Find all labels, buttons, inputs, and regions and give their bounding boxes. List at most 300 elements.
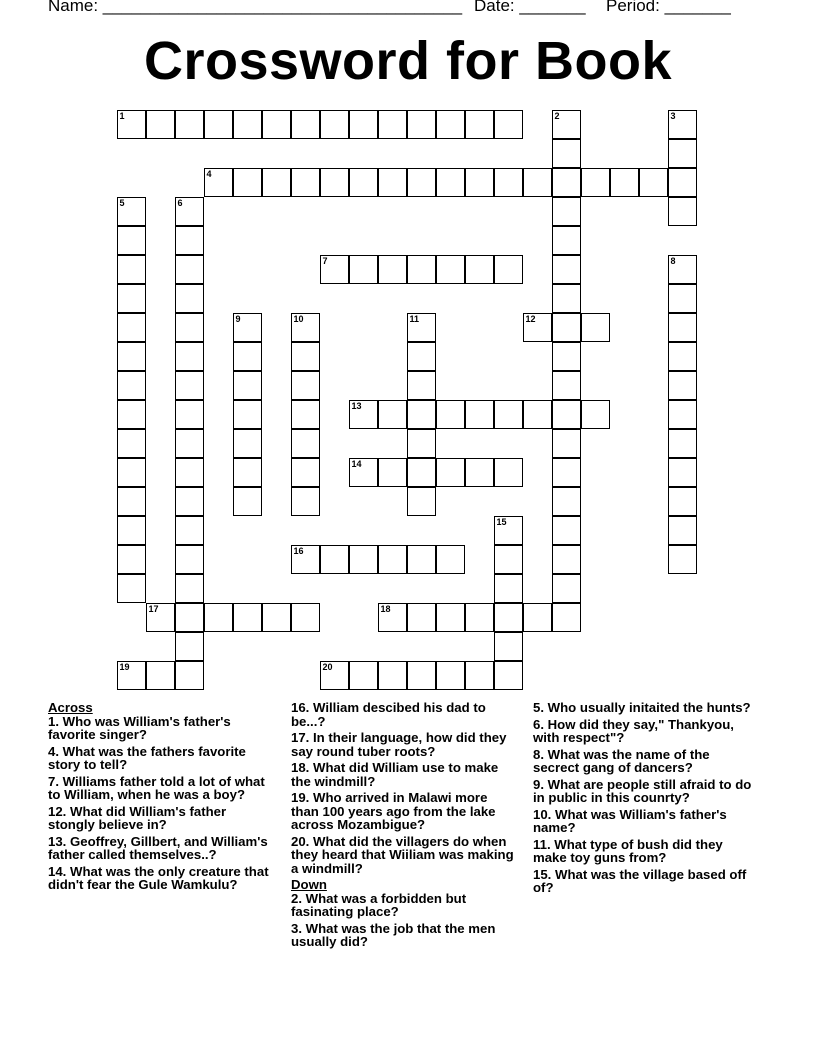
grid-cell[interactable]	[407, 168, 436, 197]
grid-cell[interactable]	[175, 226, 204, 255]
letter-input[interactable]	[379, 459, 406, 486]
letter-input[interactable]	[234, 488, 261, 515]
letter-input[interactable]	[669, 372, 696, 399]
grid-cell[interactable]	[320, 661, 349, 690]
letter-input[interactable]	[176, 198, 203, 225]
letter-input[interactable]	[176, 401, 203, 428]
letter-input[interactable]	[234, 430, 261, 457]
letter-input[interactable]	[321, 662, 348, 689]
grid-cell[interactable]	[407, 313, 436, 342]
grid-cell[interactable]	[291, 603, 320, 632]
letter-input[interactable]	[408, 401, 435, 428]
grid-cell[interactable]	[175, 545, 204, 574]
grid-cell[interactable]	[320, 255, 349, 284]
grid-cell[interactable]	[378, 603, 407, 632]
grid-cell[interactable]	[175, 342, 204, 371]
grid-cell[interactable]	[233, 400, 262, 429]
letter-input[interactable]	[350, 546, 377, 573]
grid-cell[interactable]	[407, 400, 436, 429]
grid-cell[interactable]	[668, 342, 697, 371]
grid-cell[interactable]	[291, 342, 320, 371]
grid-cell[interactable]	[349, 168, 378, 197]
letter-input[interactable]	[292, 546, 319, 573]
letter-input[interactable]	[176, 372, 203, 399]
letter-input[interactable]	[582, 401, 609, 428]
letter-input[interactable]	[118, 343, 145, 370]
grid-cell[interactable]	[523, 313, 552, 342]
grid-cell[interactable]	[668, 545, 697, 574]
grid-cell[interactable]	[146, 603, 175, 632]
grid-cell[interactable]	[494, 110, 523, 139]
letter-input[interactable]	[466, 604, 493, 631]
letter-input[interactable]	[553, 198, 580, 225]
letter-input[interactable]	[495, 604, 522, 631]
letter-input[interactable]	[466, 111, 493, 138]
grid-cell[interactable]	[494, 632, 523, 661]
grid-cell[interactable]	[523, 400, 552, 429]
grid-cell[interactable]	[233, 603, 262, 632]
letter-input[interactable]	[495, 459, 522, 486]
letter-input[interactable]	[553, 140, 580, 167]
letter-input[interactable]	[669, 343, 696, 370]
grid-cell[interactable]	[175, 574, 204, 603]
grid-cell[interactable]	[117, 110, 146, 139]
grid-cell[interactable]	[233, 110, 262, 139]
letter-input[interactable]	[437, 459, 464, 486]
grid-cell[interactable]	[407, 545, 436, 574]
grid-cell[interactable]	[552, 313, 581, 342]
grid-cell[interactable]	[668, 429, 697, 458]
grid-cell[interactable]	[117, 342, 146, 371]
grid-cell[interactable]	[204, 168, 233, 197]
grid-cell[interactable]	[117, 458, 146, 487]
letter-input[interactable]	[118, 430, 145, 457]
grid-cell[interactable]	[552, 255, 581, 284]
grid-cell[interactable]	[233, 458, 262, 487]
letter-input[interactable]	[176, 488, 203, 515]
grid-cell[interactable]	[552, 371, 581, 400]
letter-input[interactable]	[118, 285, 145, 312]
letter-input[interactable]	[176, 343, 203, 370]
letter-input[interactable]	[350, 111, 377, 138]
letter-input[interactable]	[176, 314, 203, 341]
grid-cell[interactable]	[378, 110, 407, 139]
grid-cell[interactable]	[175, 371, 204, 400]
letter-input[interactable]	[118, 256, 145, 283]
letter-input[interactable]	[234, 169, 261, 196]
letter-input[interactable]	[379, 662, 406, 689]
grid-cell[interactable]	[668, 458, 697, 487]
letter-input[interactable]	[321, 169, 348, 196]
letter-input[interactable]	[118, 198, 145, 225]
letter-input[interactable]	[553, 314, 580, 341]
letter-input[interactable]	[176, 575, 203, 602]
letter-input[interactable]	[234, 343, 261, 370]
grid-cell[interactable]	[523, 603, 552, 632]
letter-input[interactable]	[669, 198, 696, 225]
letter-input[interactable]	[553, 575, 580, 602]
letter-input[interactable]	[495, 256, 522, 283]
grid-cell[interactable]	[175, 255, 204, 284]
letter-input[interactable]	[669, 488, 696, 515]
grid-cell[interactable]	[175, 429, 204, 458]
letter-input[interactable]	[205, 604, 232, 631]
grid-cell[interactable]	[436, 661, 465, 690]
letter-input[interactable]	[321, 111, 348, 138]
letter-input[interactable]	[553, 169, 580, 196]
letter-input[interactable]	[147, 111, 174, 138]
letter-input[interactable]	[118, 662, 145, 689]
letter-input[interactable]	[176, 459, 203, 486]
grid-cell[interactable]	[668, 487, 697, 516]
grid-cell[interactable]	[146, 110, 175, 139]
letter-input[interactable]	[176, 430, 203, 457]
grid-cell[interactable]	[175, 632, 204, 661]
letter-input[interactable]	[292, 314, 319, 341]
grid-cell[interactable]	[552, 516, 581, 545]
grid-cell[interactable]	[668, 255, 697, 284]
grid-cell[interactable]	[465, 110, 494, 139]
grid-cell[interactable]	[494, 400, 523, 429]
grid-cell[interactable]	[494, 458, 523, 487]
grid-cell[interactable]	[494, 255, 523, 284]
grid-cell[interactable]	[407, 661, 436, 690]
grid-cell[interactable]	[407, 342, 436, 371]
grid-cell[interactable]	[581, 400, 610, 429]
letter-input[interactable]	[495, 401, 522, 428]
letter-input[interactable]	[263, 169, 290, 196]
letter-input[interactable]	[292, 488, 319, 515]
grid-cell[interactable]	[378, 400, 407, 429]
letter-input[interactable]	[234, 459, 261, 486]
grid-cell[interactable]	[117, 284, 146, 313]
letter-input[interactable]	[553, 256, 580, 283]
grid-cell[interactable]	[349, 661, 378, 690]
letter-input[interactable]	[176, 662, 203, 689]
grid-cell[interactable]	[349, 255, 378, 284]
letter-input[interactable]	[292, 343, 319, 370]
letter-input[interactable]	[495, 633, 522, 660]
grid-cell[interactable]	[668, 516, 697, 545]
grid-cell[interactable]	[552, 197, 581, 226]
grid-cell[interactable]	[117, 516, 146, 545]
letter-input[interactable]	[524, 401, 551, 428]
letter-input[interactable]	[292, 111, 319, 138]
letter-input[interactable]	[118, 111, 145, 138]
grid-cell[interactable]	[494, 603, 523, 632]
letter-input[interactable]	[466, 662, 493, 689]
letter-input[interactable]	[350, 662, 377, 689]
grid-cell[interactable]	[407, 429, 436, 458]
letter-input[interactable]	[582, 314, 609, 341]
letter-input[interactable]	[408, 169, 435, 196]
grid-cell[interactable]	[233, 168, 262, 197]
grid-cell[interactable]	[465, 661, 494, 690]
grid-cell[interactable]	[291, 458, 320, 487]
letter-input[interactable]	[118, 372, 145, 399]
date-field[interactable]: Date: _______	[474, 0, 586, 15]
grid-cell[interactable]	[407, 255, 436, 284]
letter-input[interactable]	[176, 227, 203, 254]
letter-input[interactable]	[176, 111, 203, 138]
letter-input[interactable]	[495, 546, 522, 573]
letter-input[interactable]	[118, 517, 145, 544]
grid-cell[interactable]	[668, 139, 697, 168]
letter-input[interactable]	[495, 111, 522, 138]
grid-cell[interactable]	[494, 661, 523, 690]
letter-input[interactable]	[669, 140, 696, 167]
grid-cell[interactable]	[117, 255, 146, 284]
letter-input[interactable]	[553, 488, 580, 515]
letter-input[interactable]	[553, 111, 580, 138]
grid-cell[interactable]	[349, 110, 378, 139]
grid-cell[interactable]	[668, 284, 697, 313]
grid-cell[interactable]	[378, 661, 407, 690]
grid-cell[interactable]	[552, 429, 581, 458]
grid-cell[interactable]	[378, 255, 407, 284]
grid-cell[interactable]	[262, 168, 291, 197]
letter-input[interactable]	[176, 546, 203, 573]
grid-cell[interactable]	[117, 545, 146, 574]
letter-input[interactable]	[553, 343, 580, 370]
grid-cell[interactable]	[668, 197, 697, 226]
letter-input[interactable]	[553, 430, 580, 457]
letter-input[interactable]	[437, 546, 464, 573]
letter-input[interactable]	[350, 256, 377, 283]
grid-cell[interactable]	[552, 139, 581, 168]
letter-input[interactable]	[524, 169, 551, 196]
grid-cell[interactable]	[291, 371, 320, 400]
letter-input[interactable]	[176, 517, 203, 544]
grid-cell[interactable]	[610, 168, 639, 197]
grid-cell[interactable]	[291, 487, 320, 516]
letter-input[interactable]	[147, 604, 174, 631]
letter-input[interactable]	[408, 488, 435, 515]
letter-input[interactable]	[234, 111, 261, 138]
letter-input[interactable]	[669, 517, 696, 544]
grid-cell[interactable]	[291, 313, 320, 342]
grid-cell[interactable]	[175, 284, 204, 313]
grid-cell[interactable]	[262, 110, 291, 139]
grid-cell[interactable]	[233, 313, 262, 342]
letter-input[interactable]	[640, 169, 667, 196]
grid-cell[interactable]	[523, 168, 552, 197]
letter-input[interactable]	[669, 459, 696, 486]
letter-input[interactable]	[408, 662, 435, 689]
letter-input[interactable]	[350, 459, 377, 486]
letter-input[interactable]	[495, 575, 522, 602]
grid-cell[interactable]	[465, 255, 494, 284]
letter-input[interactable]	[437, 604, 464, 631]
grid-cell[interactable]	[291, 545, 320, 574]
grid-cell[interactable]	[262, 603, 291, 632]
letter-input[interactable]	[234, 604, 261, 631]
grid-cell[interactable]	[378, 168, 407, 197]
letter-input[interactable]	[205, 111, 232, 138]
grid-cell[interactable]	[291, 400, 320, 429]
grid-cell[interactable]	[581, 313, 610, 342]
grid-cell[interactable]	[320, 168, 349, 197]
grid-cell[interactable]	[668, 400, 697, 429]
grid-cell[interactable]	[175, 487, 204, 516]
grid-cell[interactable]	[291, 429, 320, 458]
grid-cell[interactable]	[494, 545, 523, 574]
letter-input[interactable]	[379, 401, 406, 428]
grid-cell[interactable]	[117, 429, 146, 458]
grid-cell[interactable]	[233, 371, 262, 400]
letter-input[interactable]	[437, 662, 464, 689]
grid-cell[interactable]	[668, 371, 697, 400]
letter-input[interactable]	[408, 430, 435, 457]
letter-input[interactable]	[553, 372, 580, 399]
letter-input[interactable]	[379, 546, 406, 573]
grid-cell[interactable]	[407, 603, 436, 632]
grid-cell[interactable]	[436, 255, 465, 284]
letter-input[interactable]	[611, 169, 638, 196]
letter-input[interactable]	[553, 459, 580, 486]
grid-cell[interactable]	[175, 400, 204, 429]
grid-cell[interactable]	[117, 313, 146, 342]
grid-cell[interactable]	[552, 574, 581, 603]
letter-input[interactable]	[524, 314, 551, 341]
grid-cell[interactable]	[552, 545, 581, 574]
grid-cell[interactable]	[117, 371, 146, 400]
grid-cell[interactable]	[552, 487, 581, 516]
grid-cell[interactable]	[349, 545, 378, 574]
letter-input[interactable]	[669, 314, 696, 341]
letter-input[interactable]	[408, 256, 435, 283]
letter-input[interactable]	[379, 169, 406, 196]
letter-input[interactable]	[437, 169, 464, 196]
grid-cell[interactable]	[175, 458, 204, 487]
grid-cell[interactable]	[552, 342, 581, 371]
letter-input[interactable]	[176, 633, 203, 660]
grid-cell[interactable]	[320, 110, 349, 139]
grid-cell[interactable]	[233, 429, 262, 458]
grid-cell[interactable]	[175, 661, 204, 690]
letter-input[interactable]	[292, 372, 319, 399]
grid-cell[interactable]	[552, 284, 581, 313]
grid-cell[interactable]	[465, 400, 494, 429]
letter-input[interactable]	[553, 227, 580, 254]
letter-input[interactable]	[292, 604, 319, 631]
letter-input[interactable]	[466, 256, 493, 283]
grid-cell[interactable]	[436, 545, 465, 574]
grid-cell[interactable]	[668, 168, 697, 197]
letter-input[interactable]	[321, 256, 348, 283]
letter-input[interactable]	[263, 111, 290, 138]
letter-input[interactable]	[669, 401, 696, 428]
grid-cell[interactable]	[407, 371, 436, 400]
grid-cell[interactable]	[436, 603, 465, 632]
grid-cell[interactable]	[552, 400, 581, 429]
grid-cell[interactable]	[117, 574, 146, 603]
letter-input[interactable]	[147, 662, 174, 689]
grid-cell[interactable]	[117, 661, 146, 690]
letter-input[interactable]	[408, 111, 435, 138]
letter-input[interactable]	[553, 546, 580, 573]
grid-cell[interactable]	[668, 313, 697, 342]
grid-cell[interactable]	[465, 458, 494, 487]
grid-cell[interactable]	[494, 574, 523, 603]
letter-input[interactable]	[669, 111, 696, 138]
letter-input[interactable]	[263, 604, 290, 631]
grid-cell[interactable]	[552, 168, 581, 197]
letter-input[interactable]	[495, 517, 522, 544]
grid-cell[interactable]	[465, 603, 494, 632]
name-field[interactable]: Name: ______________________________________	[48, 0, 463, 15]
grid-cell[interactable]	[117, 226, 146, 255]
grid-cell[interactable]	[175, 313, 204, 342]
grid-cell[interactable]	[291, 168, 320, 197]
letter-input[interactable]	[176, 604, 203, 631]
letter-input[interactable]	[379, 256, 406, 283]
letter-input[interactable]	[234, 401, 261, 428]
letter-input[interactable]	[118, 459, 145, 486]
letter-input[interactable]	[292, 430, 319, 457]
grid-cell[interactable]	[349, 458, 378, 487]
grid-cell[interactable]	[552, 226, 581, 255]
letter-input[interactable]	[553, 604, 580, 631]
letter-input[interactable]	[408, 546, 435, 573]
grid-cell[interactable]	[581, 168, 610, 197]
letter-input[interactable]	[437, 256, 464, 283]
letter-input[interactable]	[118, 546, 145, 573]
letter-input[interactable]	[118, 314, 145, 341]
letter-input[interactable]	[292, 401, 319, 428]
letter-input[interactable]	[466, 459, 493, 486]
grid-cell[interactable]	[552, 458, 581, 487]
grid-cell[interactable]	[117, 197, 146, 226]
grid-cell[interactable]	[291, 110, 320, 139]
grid-cell[interactable]	[407, 487, 436, 516]
letter-input[interactable]	[292, 459, 319, 486]
letter-input[interactable]	[118, 488, 145, 515]
grid-cell[interactable]	[204, 603, 233, 632]
grid-cell[interactable]	[233, 487, 262, 516]
letter-input[interactable]	[437, 401, 464, 428]
letter-input[interactable]	[379, 604, 406, 631]
letter-input[interactable]	[466, 401, 493, 428]
letter-input[interactable]	[118, 401, 145, 428]
letter-input[interactable]	[379, 111, 406, 138]
letter-input[interactable]	[553, 401, 580, 428]
grid-cell[interactable]	[436, 400, 465, 429]
letter-input[interactable]	[553, 285, 580, 312]
grid-cell[interactable]	[204, 110, 233, 139]
grid-cell[interactable]	[175, 603, 204, 632]
letter-input[interactable]	[118, 227, 145, 254]
grid-cell[interactable]	[639, 168, 668, 197]
letter-input[interactable]	[495, 169, 522, 196]
grid-cell[interactable]	[378, 545, 407, 574]
grid-cell[interactable]	[146, 661, 175, 690]
letter-input[interactable]	[176, 285, 203, 312]
grid-cell[interactable]	[175, 197, 204, 226]
letter-input[interactable]	[669, 169, 696, 196]
grid-cell[interactable]	[117, 400, 146, 429]
letter-input[interactable]	[669, 546, 696, 573]
grid-cell[interactable]	[378, 458, 407, 487]
grid-cell[interactable]	[494, 168, 523, 197]
grid-cell[interactable]	[320, 545, 349, 574]
grid-cell[interactable]	[407, 110, 436, 139]
letter-input[interactable]	[350, 401, 377, 428]
grid-cell[interactable]	[117, 487, 146, 516]
letter-input[interactable]	[408, 604, 435, 631]
grid-cell[interactable]	[175, 110, 204, 139]
letter-input[interactable]	[118, 575, 145, 602]
